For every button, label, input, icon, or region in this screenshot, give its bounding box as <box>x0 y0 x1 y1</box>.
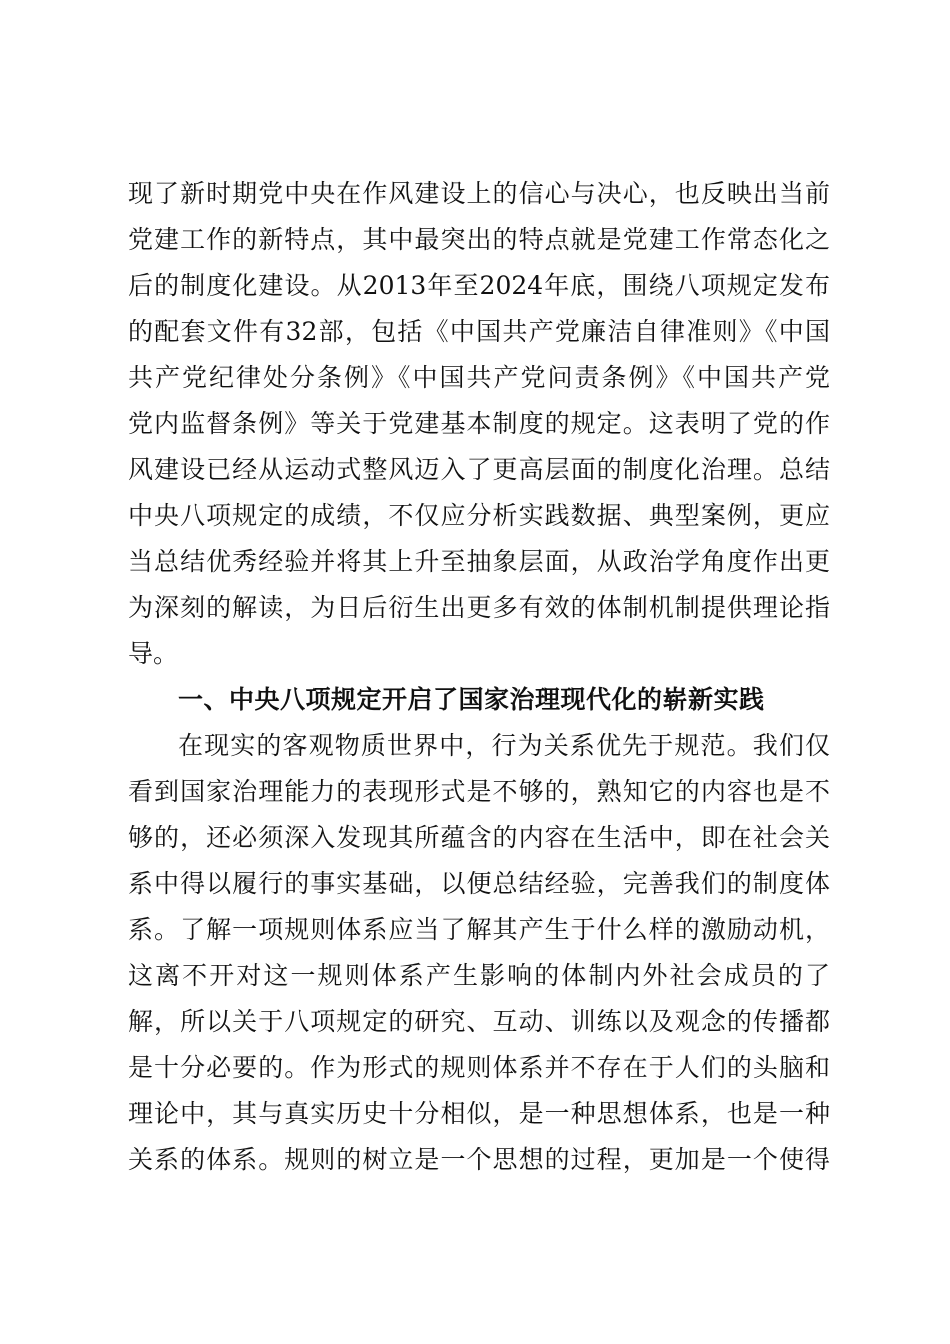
text-line: 系。了解一项规则体系应当了解其产生于什么样的激励动机， <box>128 915 830 944</box>
text-line: 在现实的客观物质世界中，行为关系优先于规范。我们仅 <box>178 731 830 760</box>
text-line: 的配套文件有32部，包括《中国共产党廉洁自律准则》《中国 <box>128 317 830 346</box>
text-line: 是十分必要的。作为形式的规则体系并不存在于人们的头脑和 <box>128 1053 830 1082</box>
paragraph-2 <box>128 723 830 1183</box>
text-line: 够的，还必须深入发现其所蕴含的内容在生活中，即在社会关 <box>128 823 830 852</box>
text-line: 共产党纪律处分条例》《中国共产党问责条例》《中国共产党 <box>128 363 830 392</box>
text-line: 这离不开对这一规则体系产生影响的体制内外社会成员的了 <box>128 961 830 990</box>
text-line: 系中得以履行的事实基础，以便总结经验，完善我们的制度体 <box>128 869 830 898</box>
text-line: 党建工作的新特点，其中最突出的特点就是党建工作常态化之 <box>128 225 830 254</box>
text-line: 中央八项规定的成绩，不仅应分析实践数据、典型案例，更应 <box>128 501 830 530</box>
text-line: 解，所以关于八项规定的研究、互动、训练以及观念的传播都 <box>128 1007 830 1036</box>
text-line: 看到国家治理能力的表现形式是不够的，熟知它的内容也是不 <box>128 777 830 806</box>
text-line: 后的制度化建设。从2013年至2024年底，围绕八项规定发布 <box>128 271 830 300</box>
paragraph-1 <box>128 171 830 677</box>
text-line: 现了新时期党中央在作风建设上的信心与决心，也反映出当前 <box>128 179 830 208</box>
text-line: 党内监督条例》等关于党建基本制度的规定。这表明了党的作 <box>128 409 830 438</box>
document-body <box>128 171 830 1183</box>
text-line: 当总结优秀经验并将其上升至抽象层面，从政治学角度作出更 <box>128 547 830 576</box>
text-line: 关系的体系。规则的树立是一个思想的过程，更加是一个使得 <box>128 1145 830 1174</box>
section-heading: 一、中央八项规定开启了国家治理现代化的崭新实践 <box>178 685 765 714</box>
text-line: 为深刻的解读，为日后衍生出更多有效的体制机制提供理论指 <box>128 593 830 622</box>
text-line: 导。 <box>128 639 179 668</box>
text-line: 风建设已经从运动式整风迈入了更高层面的制度化治理。总结 <box>128 455 830 484</box>
text-line: 理论中，其与真实历史十分相似，是一种思想体系，也是一种 <box>128 1099 830 1128</box>
